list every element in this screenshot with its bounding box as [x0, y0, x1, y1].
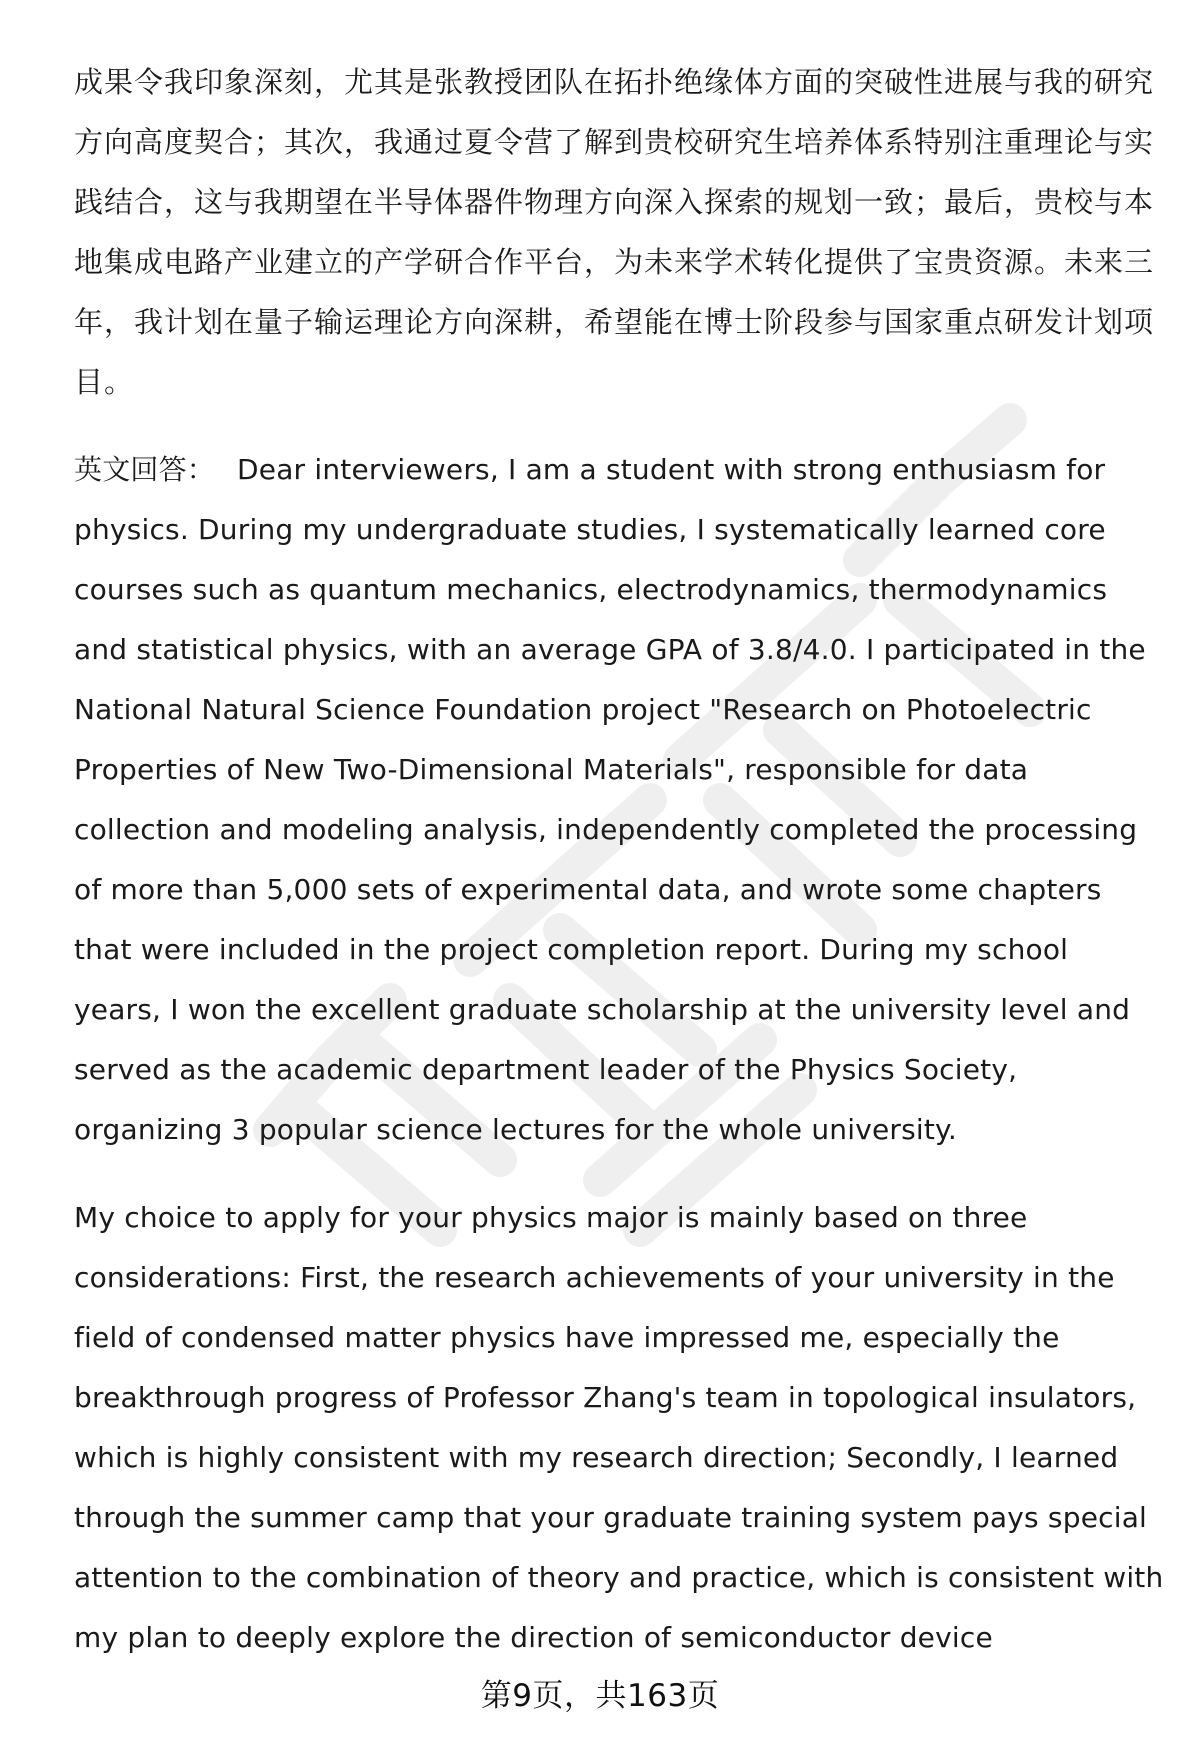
- paragraph-english-answer-1: [74, 440, 1164, 1160]
- english-answer-text-1: Dear interviewers, I am a student with strong enthusiasm for physics. During my undergraduate studies, I systematically learned core courses such as quantum mechanics, electrodynamics, thermodynamics and statistical physics, with an average GPA of 3.8/4.0. I participated in the National Natural Science Foundation project "Research on Photoelectric Properties of New Two-Dimensional Materials", responsible for data collection and modeling analysis, independently completed the processing of more than 5,000 sets of experimental data, and wrote some chapters that were included in the project completion report. During my school years, I won the excellent graduate scholarship at the university level and served as the academic department leader of the Physics Society, organizing 3 popular science lectures for the whole university.: [74, 453, 1146, 1146]
- paragraph-english-answer-2: My choice to apply for your physics major is mainly based on three considerations: First, the research achievements of your university in the field of condensed matter physics have impressed me, especially the breakthrough progress of Professor Zhang's team in topological insulators, which is highly consistent with my research direction; Secondly, I learned through the summer camp that your graduate training system pays special attention to the combination of theory and practice, which is consistent with my plan to deeply explore the direction of semiconductor device: [74, 1201, 1164, 1654]
- english-answer-label: 英文回答：: [74, 453, 216, 486]
- page-number-footer: 第9页，共163页: [480, 1678, 720, 1714]
- paragraph-chinese: 成果令我印象深刻，尤其是张教授团队在拓扑绝缘体方面的突破性进展与我的研究方向高度契合；其次，我通过夏令营了解到贵校研究生培养体系特别注重理论与实践结合，这与我期望在半导体器件物理方向深入探索的规划一致；最后，贵校与本地集成电路产业建立的产学研合作平台，为未来学术转化提供了宝贵资源。未来三年，我计划在量子输运理论方向深耕，希望能在博士阶段参与国家重点研发计划项目。: [74, 65, 1155, 399]
- document-body: [74, 52, 1164, 1668]
